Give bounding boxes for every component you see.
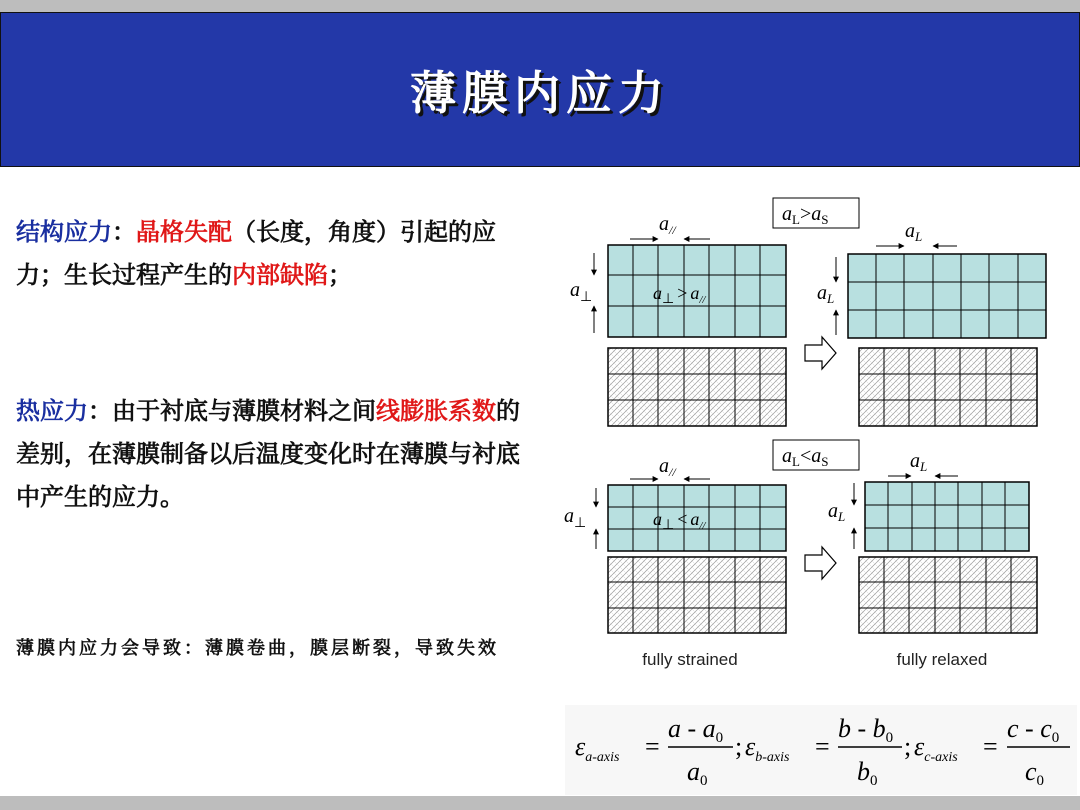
transition-arrow-bottom — [805, 547, 836, 579]
internal-defect-term: 内部缺陷 — [232, 261, 328, 289]
caption-fully-strained: fully strained — [642, 650, 738, 669]
svg-text:b0: b0 — [857, 757, 878, 789]
svg-text:aL>aS: $a_L>a_S$ — [782, 203, 829, 227]
svg-text:=: = — [983, 732, 998, 761]
top-gray-bar — [0, 0, 1080, 12]
colon: ： — [112, 218, 136, 246]
structural-stress-term: 结构应力 — [16, 218, 112, 246]
lattice-mismatch-term: 晶格失配 — [136, 218, 232, 246]
thermal-stress-text-end: 的差别，在薄膜制备以后温度变化时在薄膜与衬底中产生的应力。 — [16, 397, 520, 511]
svg-text:aL: $a_L$ — [817, 282, 835, 306]
svg-text:;: ; — [904, 732, 912, 761]
svg-text:c - c0: c - c0 — [1007, 714, 1060, 746]
colon: ： — [88, 397, 112, 425]
svg-text:a0: a0 — [687, 757, 708, 789]
svg-text:b - b0: b - b0 — [838, 714, 894, 746]
bottom-gray-bar — [0, 796, 1080, 810]
svg-text:a//: $a_{//}$ — [659, 455, 676, 479]
a-L-label-bottom-horizontal — [888, 450, 958, 476]
condition-box-top — [773, 198, 859, 228]
structural-stress-paragraph — [16, 211, 521, 297]
svg-text:;: ; — [735, 732, 743, 761]
substrate-top-left — [608, 348, 786, 426]
strain-formula — [565, 705, 1077, 795]
a-L-label-bottom-vertical — [828, 483, 854, 549]
a-parallel-label-top — [630, 213, 710, 239]
svg-text:a⊥: $a_\perp$ — [564, 505, 587, 531]
svg-text:=: = — [815, 732, 830, 761]
thermal-stress-term: 热应力 — [16, 397, 88, 425]
svg-text:a//: $a_{//}$ — [659, 213, 676, 237]
thermal-stress-text: 由于衬底与薄膜材料之间 — [112, 397, 376, 425]
thermal-stress-paragraph — [16, 390, 521, 519]
title-banner — [0, 12, 1080, 167]
condition-box-bottom — [773, 440, 859, 470]
film-relaxed-bottom — [865, 482, 1029, 551]
svg-text:aL: $a_L$ — [905, 220, 923, 244]
svg-text:a - a0: a - a0 — [668, 714, 724, 746]
a-perpendicular-label-top — [570, 253, 594, 333]
relation-label-bottom: $a_\perp < a_{//}$ — [653, 509, 706, 533]
substrate-bottom-right — [859, 557, 1037, 633]
svg-text:a⊥: $a_\perp$ — [570, 279, 593, 305]
relation-label-top: $a_\perp > a_{//}$ — [653, 283, 706, 307]
svg-text:εb-axis: $\varepsilon_{b-axis}$ — [745, 732, 790, 765]
svg-text:=: = — [645, 732, 660, 761]
a-parallel-label-bottom — [630, 455, 710, 479]
svg-text:c0: c0 — [1025, 757, 1045, 789]
a-L-label-top-vertical — [817, 257, 836, 335]
page-title: 薄膜内应力 — [410, 65, 670, 120]
lattice-mismatch-diagram — [560, 195, 1070, 680]
svg-text:aL: $a_L$ — [910, 450, 928, 474]
structural-stress-end: ； — [328, 261, 352, 289]
svg-text:εa-axis: $\varepsilon_{a-axis}$ — [575, 732, 620, 765]
film-relaxed-top — [848, 254, 1046, 338]
svg-text:aL<aS: $a_L<a_S$ — [782, 445, 829, 469]
structural-stress-text: （长度，角度）引起的应力；生长过程产生的 — [16, 218, 496, 289]
transition-arrow-top — [805, 337, 836, 369]
substrate-bottom-left — [608, 557, 786, 633]
a-L-label-top-horizontal — [876, 220, 957, 246]
svg-text:εc-axis: $\varepsilon_{c-axis}$ — [914, 732, 958, 765]
expansion-coefficient-term: 线膨胀系数 — [376, 397, 496, 425]
caption-fully-relaxed: fully relaxed — [896, 650, 988, 669]
substrate-top-right — [859, 348, 1037, 426]
svg-text:aL: $a_L$ — [828, 500, 846, 524]
stress-consequence-note: 薄膜内应力会导致：薄膜卷曲，膜层断裂，导致失效 — [16, 638, 499, 659]
a-perpendicular-label-bottom — [564, 488, 596, 549]
